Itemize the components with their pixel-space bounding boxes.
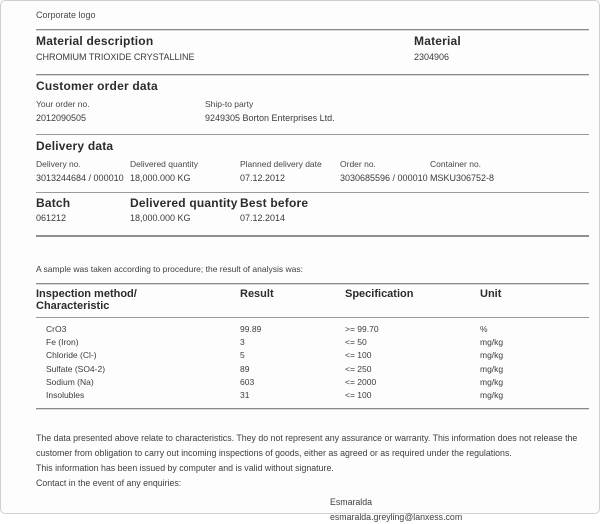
delivered-quantity-value: 18,000.000 KG (130, 173, 191, 183)
delivery-no-value: 3013244684 / 000010 (36, 173, 124, 183)
row-specification: <= 250 (345, 363, 372, 374)
best-before-label: Best before (240, 196, 309, 210)
planned-delivery-date-label: Planned delivery date (240, 159, 322, 169)
row-unit: mg/kg (480, 376, 504, 387)
customer-order-section (36, 75, 589, 134)
analysis-table-header (36, 284, 589, 317)
issued-by-computer-text: This information has been issued by computer and is valid without signature. (36, 462, 334, 473)
row-characteristic: Insolubles (46, 390, 85, 401)
delivery-data-title: Delivery data (36, 139, 114, 153)
contact-label: Contact in the event of any enquiries: (36, 477, 182, 488)
row-specification: <= 50 (345, 337, 367, 348)
table-row (36, 389, 589, 402)
table-bottom-rule (36, 408, 589, 409)
material-description-section (36, 30, 589, 74)
best-before-value: 07.12.2014 (240, 213, 286, 223)
header-result: Result (240, 288, 274, 300)
contact-email: esmaralda.greyling@lanxess.com (330, 511, 463, 522)
material-description-title: Material description (36, 34, 154, 48)
row-characteristic: Sulfate (SO4-2) (46, 363, 106, 374)
corporate-logo: Corporate logo (36, 10, 96, 20)
row-result: 99.89 (240, 324, 262, 334)
your-order-no-value: 2012090505 (36, 113, 87, 123)
row-characteristic: Chloride (Cl-) (46, 350, 97, 361)
header-unit: Unit (480, 288, 502, 300)
delivered-quantity-label: Delivered quantity (130, 159, 199, 169)
row-result: 603 (240, 376, 255, 387)
batch-section (36, 193, 589, 235)
table-row (36, 336, 589, 349)
container-no-label: Container no. (430, 159, 482, 169)
row-specification: <= 100 (345, 350, 372, 361)
table-row (36, 323, 589, 336)
header-specification: Specification (345, 288, 414, 300)
container-no-value: MSKU306752-8 (430, 173, 495, 183)
row-characteristic: Fe (Iron) (46, 337, 79, 348)
row-result: 5 (240, 350, 245, 361)
row-characteristic: CrO3 (46, 324, 67, 334)
header-inspection-method: Inspection method/ (36, 288, 137, 300)
table-row (36, 349, 589, 362)
contact-block (330, 495, 589, 524)
table-row (36, 376, 589, 389)
your-order-no-label: Your order no. (36, 99, 90, 109)
ship-to-party-value: 9249305 Borton Enterprises Ltd. (205, 113, 335, 123)
batch-delivered-quantity-value: 18,000.000 KG (130, 213, 191, 223)
row-unit: mg/kg (480, 390, 504, 401)
table-row (36, 363, 589, 376)
row-specification: <= 100 (345, 390, 372, 401)
row-unit: mg/kg (480, 337, 504, 348)
row-specification: >= 99.70 (345, 324, 379, 334)
planned-delivery-date-value: 07.12.2012 (240, 173, 286, 183)
disclaimer-text: The data presented above relate to characteristics. They do not represent any assurance or warranty. This information does not release the customer from obligation to carry out incoming inspections of goods, either as agreed or as required under the regulations. (36, 433, 578, 459)
row-specification: <= 2000 (345, 376, 377, 387)
delivery-no-label: Delivery no. (36, 159, 81, 169)
header-characteristic: Characteristic (36, 300, 110, 312)
customer-order-title: Customer order data (36, 79, 158, 93)
ship-to-party-label: Ship-to party (205, 99, 254, 109)
batch-value: 061212 (36, 213, 67, 223)
material-description-value: CHROMIUM TRIOXIDE CRYSTALLINE (36, 52, 195, 62)
order-no-value: 3030685596 / 000010 (340, 173, 428, 183)
row-unit: % (480, 324, 488, 334)
analysis-intro: A sample was taken according to procedure; the result of analysis was: (36, 264, 303, 274)
delivery-data-section (36, 135, 589, 192)
row-unit: mg/kg (480, 350, 504, 361)
row-unit: mg/kg (480, 363, 504, 374)
batch-delivered-quantity-label: Delivered quantity (130, 196, 238, 210)
thick-divider (36, 235, 589, 237)
material-number-value: 2304906 (414, 52, 450, 62)
batch-label: Batch (36, 196, 71, 210)
row-characteristic: Sodium (Na) (46, 376, 94, 387)
row-result: 3 (240, 337, 245, 348)
order-no-label: Order no. (340, 159, 376, 169)
material-number-label: Material (414, 34, 461, 48)
contact-name: Esmaralda (330, 497, 373, 508)
row-result: 31 (240, 390, 250, 401)
analysis-table-body (36, 318, 589, 408)
row-result: 89 (240, 363, 250, 374)
